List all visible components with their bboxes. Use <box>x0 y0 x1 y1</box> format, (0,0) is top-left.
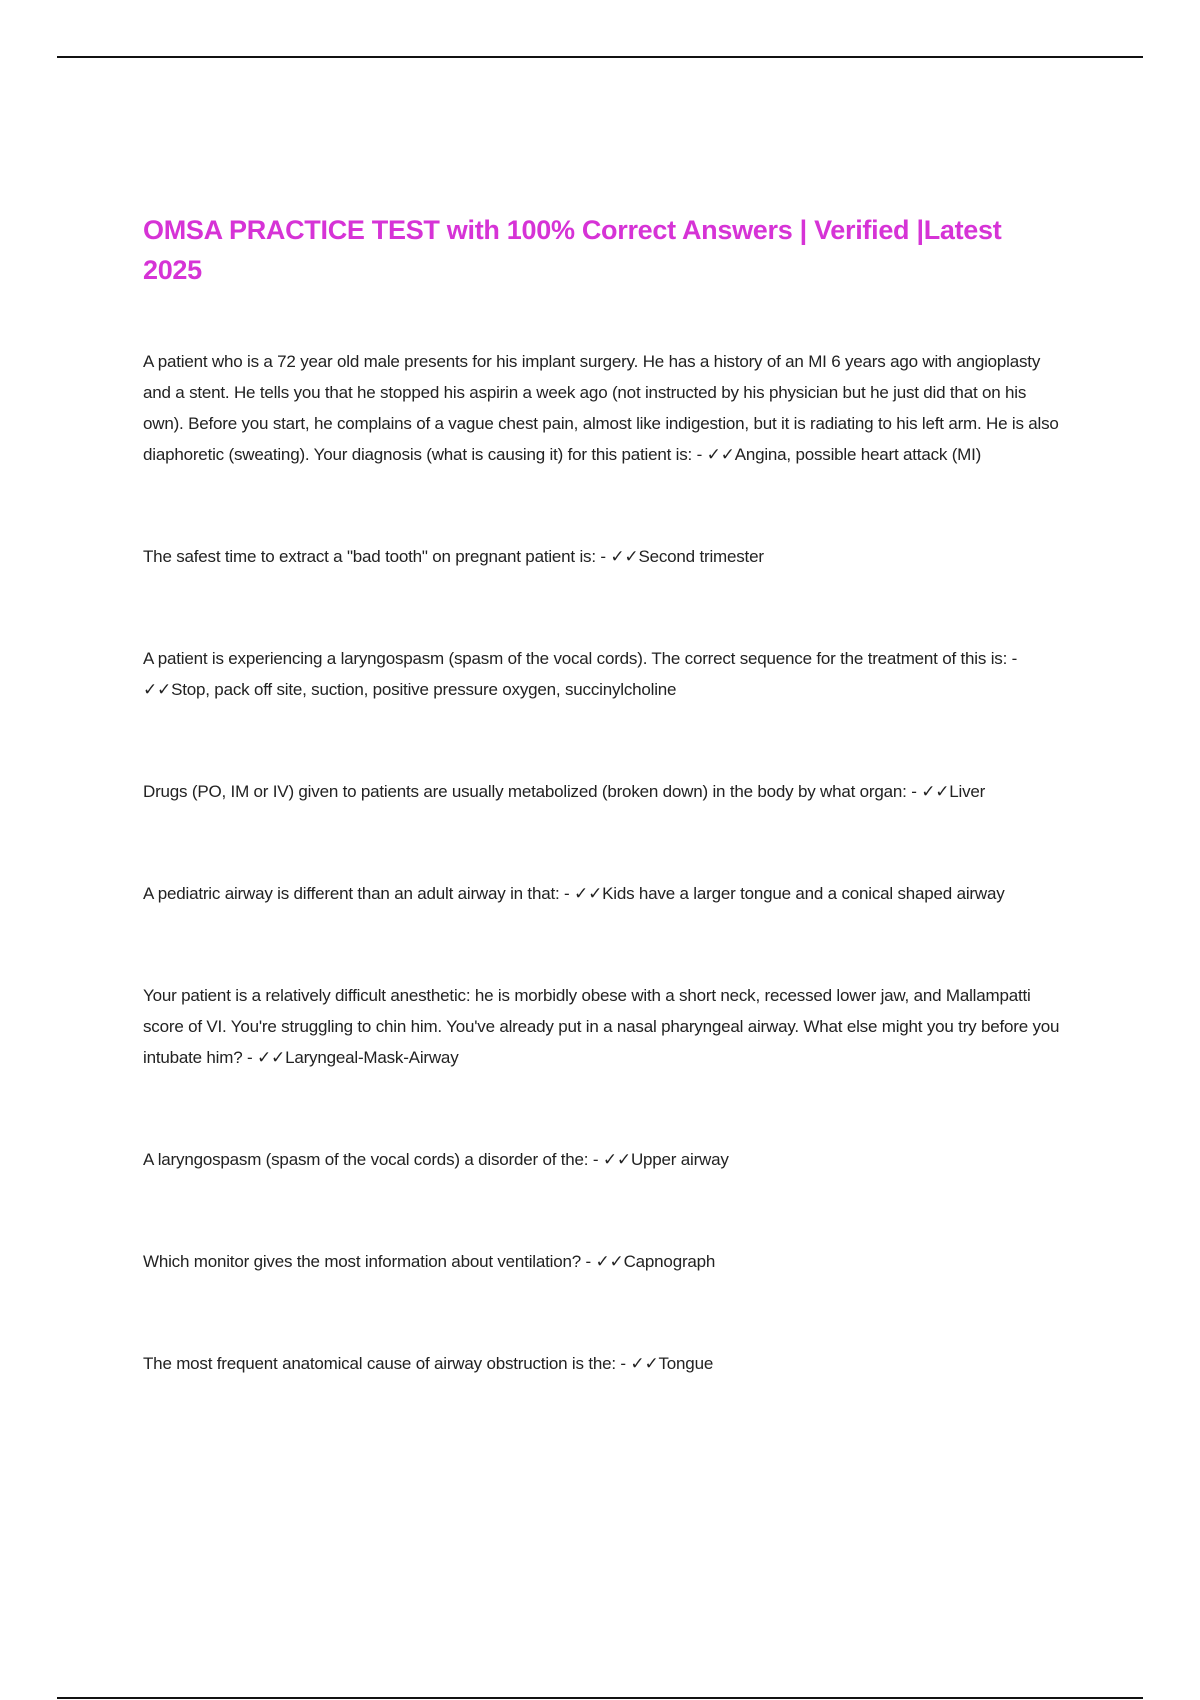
answer-text: Tongue <box>658 1354 714 1373</box>
document-title: OMSA PRACTICE TEST with 100% Correct Answers | Verified |Latest 2025 <box>143 215 1002 285</box>
answer-separator: - <box>580 1252 596 1271</box>
question-text: Drugs (PO, IM or IV) given to patients are usually metabolized (broken down) in the body by what organ: <box>143 782 907 801</box>
answer-separator: - <box>906 782 922 801</box>
question-text: The most frequent anatomical cause of airway obstruction is the: <box>143 1354 616 1373</box>
answer-text: Upper airway <box>630 1150 729 1169</box>
question-text: A patient is experiencing a laryngospasm (spasm of the vocal cords). The correct sequence for the treatment of this is: <box>143 649 1008 668</box>
qa-item <box>143 878 1063 909</box>
top-rule <box>57 56 1143 58</box>
qa-item <box>143 643 1063 705</box>
check-marks-icon: ✓✓ <box>602 1150 631 1169</box>
qa-item <box>143 980 1063 1073</box>
qa-item <box>143 541 1063 572</box>
check-marks-icon: ✓✓ <box>143 680 172 699</box>
answer-text: Angina, possible heart attack (MI) <box>734 445 982 464</box>
qa-item <box>143 346 1063 470</box>
answer-separator: - <box>559 884 575 903</box>
check-marks-icon: ✓✓ <box>574 884 603 903</box>
document-body <box>143 210 1063 1379</box>
check-marks-icon: ✓✓ <box>256 1048 286 1067</box>
qa-item <box>143 1348 1063 1379</box>
answer-text: Capnograph <box>623 1252 716 1271</box>
answer-separator: - <box>615 1354 631 1373</box>
check-marks-icon: ✓✓ <box>921 782 950 801</box>
answer-separator: - <box>242 1048 257 1067</box>
check-marks-icon: ✓✓ <box>595 1252 624 1271</box>
bottom-rule <box>57 1697 1143 1699</box>
answer-separator: - <box>595 547 611 566</box>
check-marks-icon: ✓✓ <box>630 1354 659 1373</box>
question-text: A pediatric airway is different than an adult airway in that: <box>143 884 560 903</box>
answer-text: Kids have a larger tongue and a conical shaped airway <box>602 884 1005 903</box>
qa-item <box>143 776 1063 807</box>
answer-text: Liver <box>949 782 986 801</box>
question-text: A patient who is a 72 year old male presents for his implant surgery. He has a history of an MI 6 years ago with angioplasty and a stent. He tells you that he stopped his aspirin a week ago (not instructed by his physician but he just did that on his own). Before you start, he complains of a vague chest pain, almost like indigestion, but it is radiating to his left arm. He is also diaphoretic (sweating). Your diagnosis (what is causing it) for this patient is: <box>143 352 1059 464</box>
answer-text: Laryngeal-Mask-Airway <box>285 1048 459 1067</box>
question-text: Your patient is a relatively difficult anesthetic: he is morbidly obese with a short neck, recessed lower jaw, and Mallampatti score of VI. You're struggling to chin him. You've already put in a nasal pharyngeal airway. What else might you try before you intubate him? <box>143 986 1060 1067</box>
question-text: A laryngospasm (spasm of the vocal cords) a disorder of the: <box>143 1150 589 1169</box>
check-marks-icon: ✓✓ <box>610 547 639 566</box>
qa-list <box>143 346 1063 1379</box>
answer-separator: - <box>1007 649 1018 668</box>
qa-item <box>143 1144 1063 1175</box>
answer-separator: - <box>588 1150 603 1169</box>
question-text: Which monitor gives the most information about ventilation? <box>143 1252 581 1271</box>
check-marks-icon: ✓✓ <box>706 445 735 464</box>
question-text: The safest time to extract a "bad tooth" on pregnant patient is: <box>143 547 596 566</box>
answer-text: Second trimester <box>638 547 764 566</box>
answer-separator: - <box>692 445 707 464</box>
qa-item <box>143 1246 1063 1277</box>
answer-text: Stop, pack off site, suction, positive pressure oxygen, succinylcholine <box>171 680 677 699</box>
